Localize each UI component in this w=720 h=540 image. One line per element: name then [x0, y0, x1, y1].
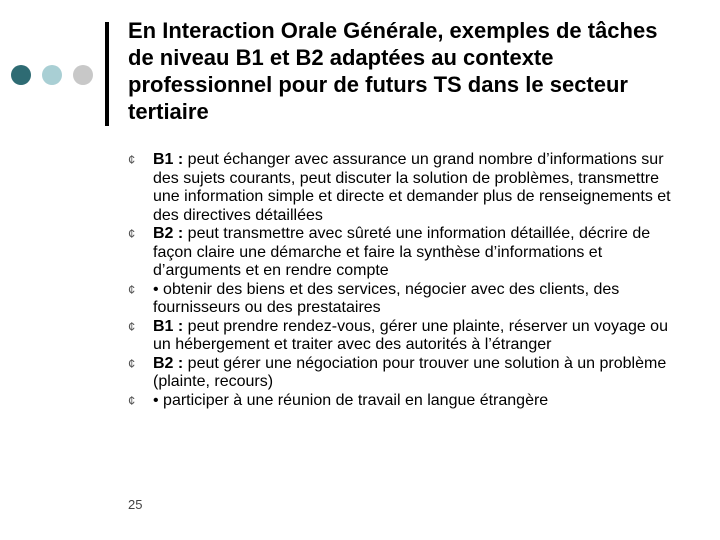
bullet-level-label: B2 :	[153, 354, 184, 372]
bullet-marker: ¢	[128, 281, 136, 297]
dot-gray	[73, 65, 93, 85]
bullet-item	[128, 392, 673, 411]
bullet-text: peut gérer une négociation pour trouver une solution à un problème (plainte, recours)	[153, 354, 667, 390]
bullet-item	[128, 281, 673, 318]
page-number: 25	[128, 497, 143, 512]
bullet-marker: ¢	[128, 226, 136, 241]
bullet-marker: ¢	[128, 355, 136, 371]
bullet-level-label: B1 :	[153, 317, 184, 335]
dot-dark-teal	[11, 65, 31, 85]
decorative-dots	[11, 65, 95, 85]
bullet-item	[128, 355, 673, 392]
bullet-text: • participer à une réunion de travail en langue étrangère	[153, 391, 549, 409]
dot-light-teal	[42, 65, 62, 85]
bullet-marker: ¢	[128, 152, 136, 167]
bullet-text: peut prendre rendez-vous, gérer une plainte, réserver un voyage ou un hébergement et traiter avec des autorités à l’étranger	[153, 317, 668, 353]
slide-title: En Interaction Orale Générale, exemples de tâches de niveau B1 et B2 adaptées au contexte professionnel pour de futurs TS dans le secteur tertiaire	[128, 18, 658, 124]
bullet-level-label: B2 :	[153, 225, 184, 242]
bullet-text: • obtenir des biens et des services, négocier avec des clients, des fournisseurs ou des prestataires	[153, 280, 620, 316]
bullet-level-label: B1 :	[153, 151, 184, 168]
bullet-marker: ¢	[128, 318, 136, 334]
bullet-item	[128, 318, 673, 355]
bullet-text: peut échanger avec assurance un grand nombre d’informations sur des sujets courants, peut discuter la solution de problèmes, transmettre une information simple et directe et demander plus de renseignements et des directives détaillées	[153, 151, 671, 224]
bullet-list	[128, 151, 673, 410]
bullet-marker: ¢	[128, 392, 136, 408]
bullet-item	[128, 225, 673, 281]
bullet-item	[128, 151, 673, 225]
bullet-text: peut transmettre avec sûreté une information détaillée, décrire de façon claire une démarche et faire la synthèse d’informations et d’arguments et en rendre compte	[153, 225, 651, 279]
title-divider-bar	[105, 22, 109, 126]
